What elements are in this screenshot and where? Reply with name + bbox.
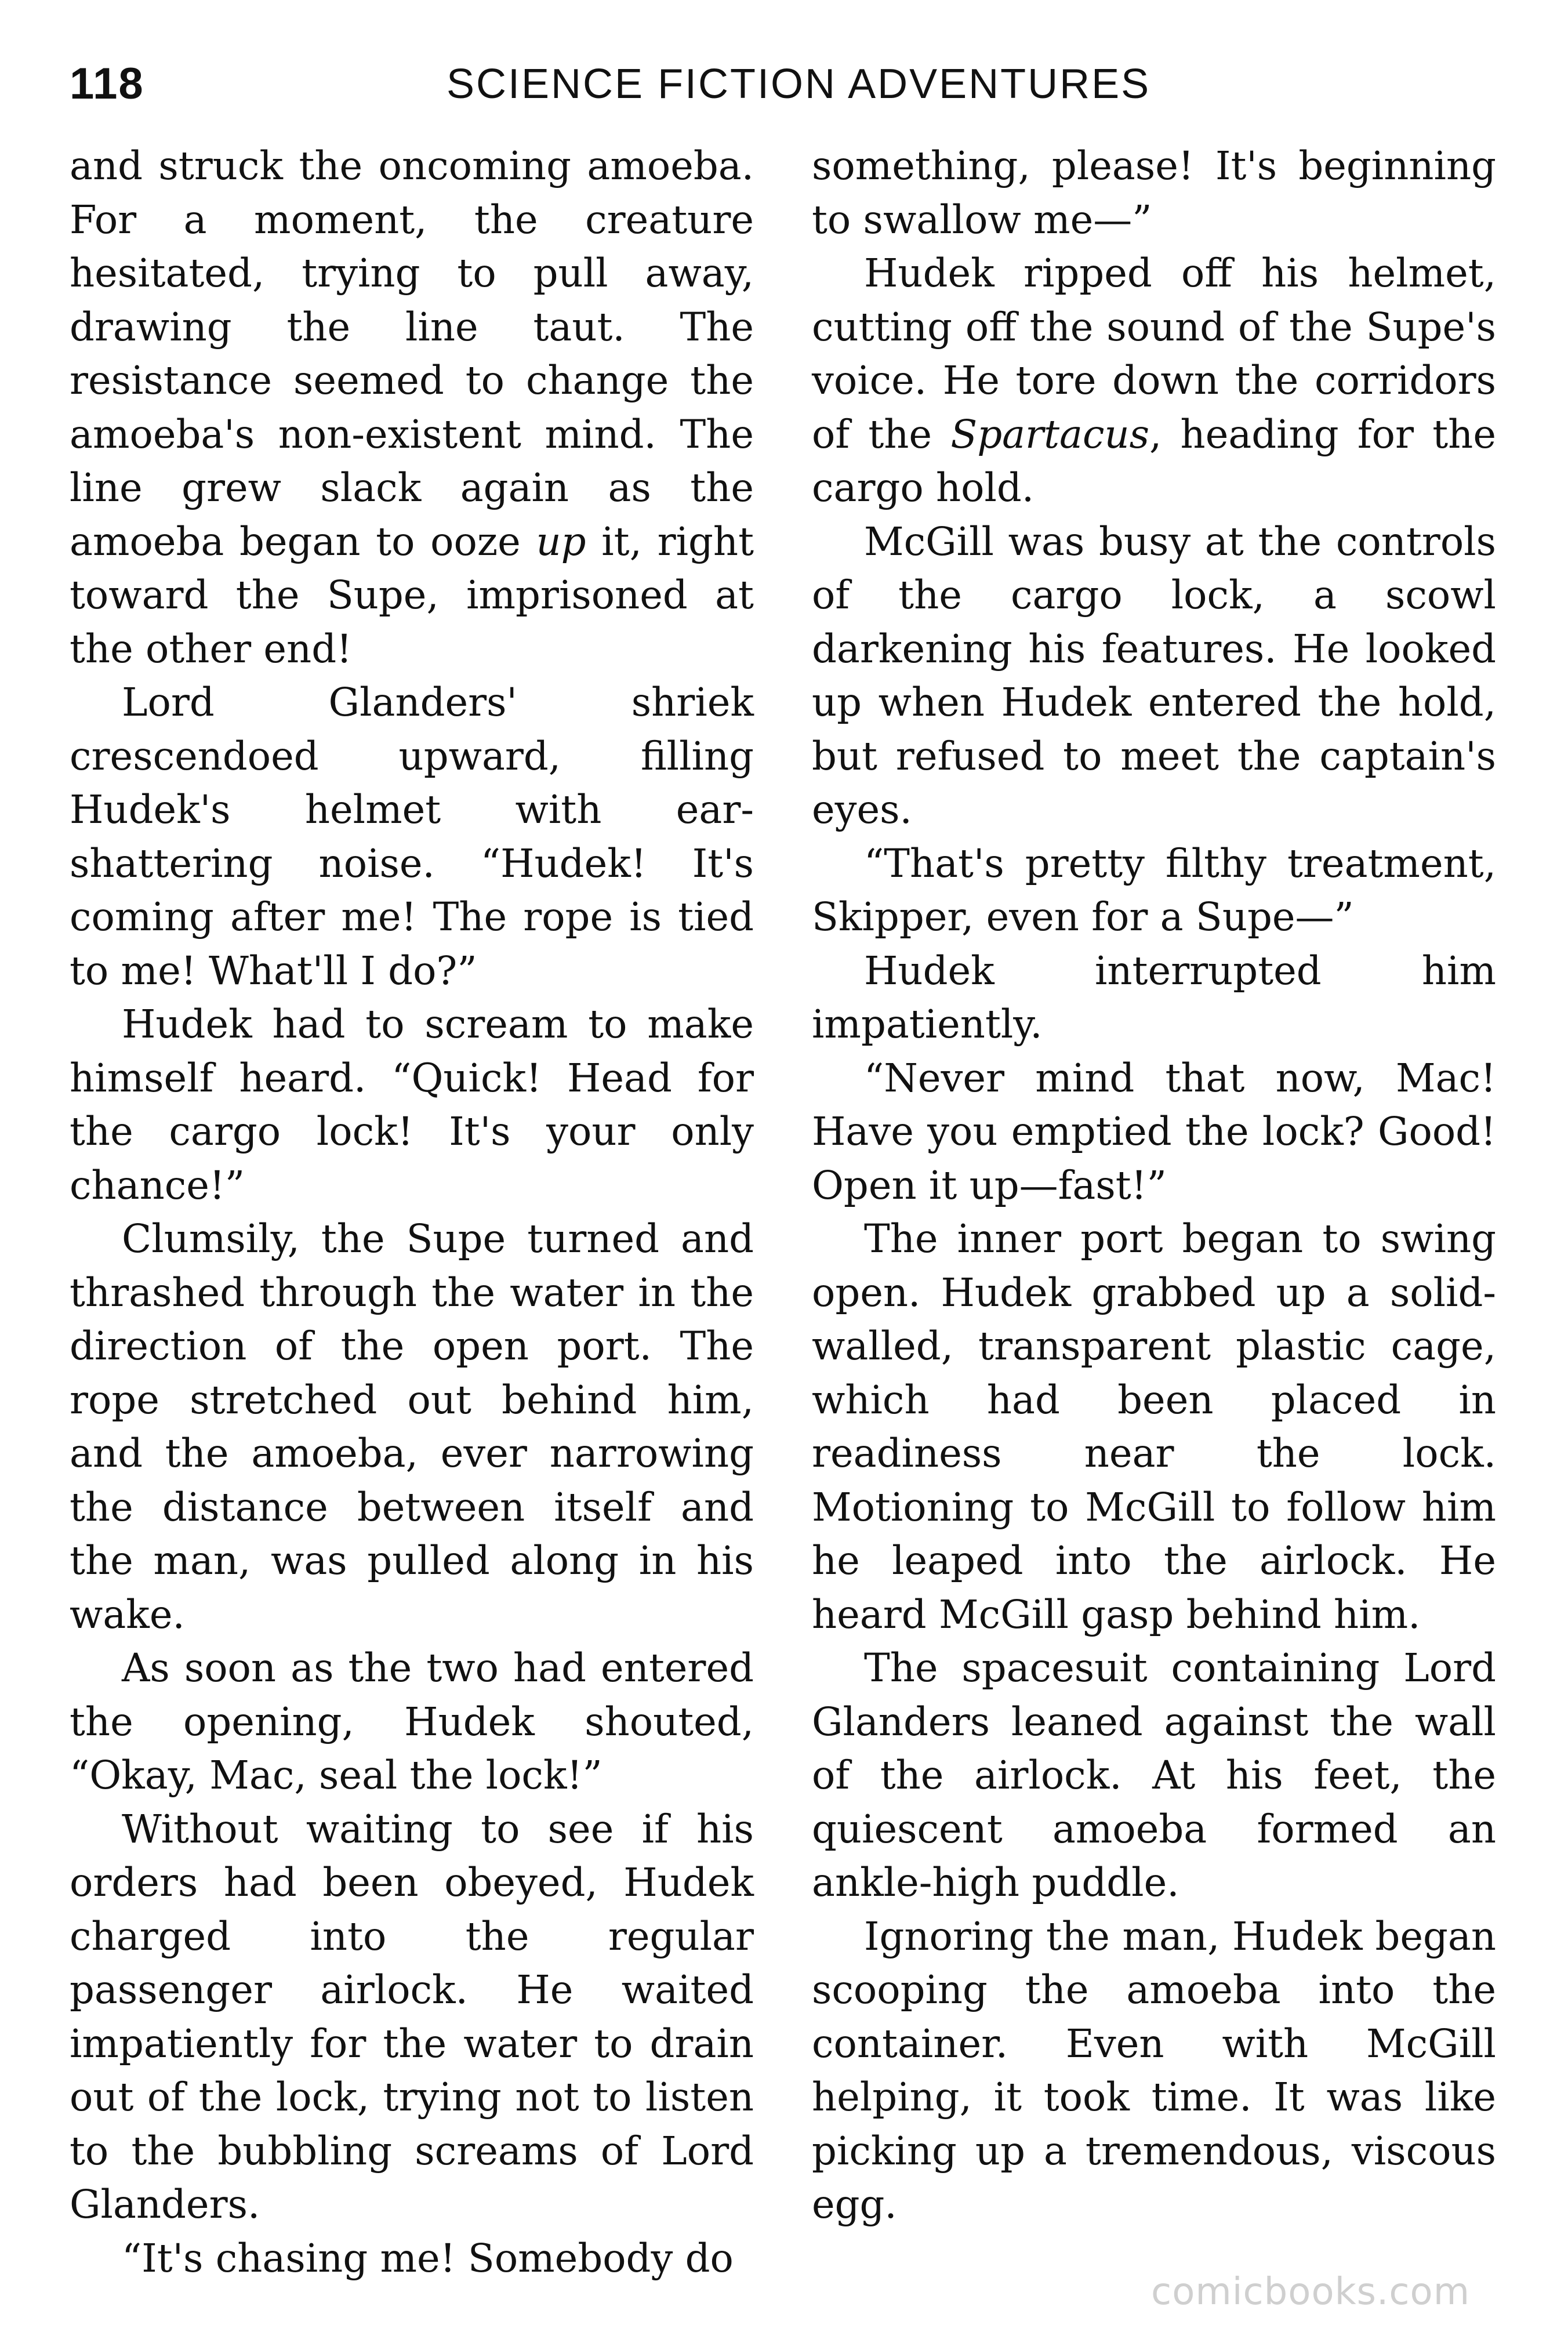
paragraph-text: , heading for the cargo hold. [812, 411, 1496, 510]
paragraph: The inner port began to swing open. Hudek grabbed up a solid-walled, transparent plastic cage, which had been placed in readiness near the lock. Motioning to McGill to follow him he leaped into the airlock. He heard McGill gasp behind him. [812, 1216, 1496, 1637]
paragraph: “It's chasing me! Somebody do [122, 2235, 734, 2281]
paragraph: Clumsily, the Supe turned and thrashed through the water in the direction of the open port. The rope stretched out behind him, and the amoeba, ever narrowing the distance between itself and the man, was pulled along in his wake. [70, 1216, 754, 1637]
ship-name: Spartacus [950, 411, 1150, 457]
paragraph: Hudek interrupted him impatiently. [812, 948, 1496, 1047]
paragraph: As soon as the two had entered the opening, Hudek shouted, “Okay, Mac, seal the lock!” [70, 1645, 754, 1798]
running-head: SCIENCE FICTION ADVENTURES [447, 61, 1151, 107]
paragraph-text: Hudek ripped off his helmet, cutting off the sound of the Supe's voice. He tore down the corridors of the [812, 251, 1496, 457]
paragraph: The spacesuit containing Lord Glanders leaned against the wall of the airlock. At his feet, the quiescent amoeba formed an ankle-high puddle. [812, 1645, 1496, 1905]
page-number: 118 [70, 59, 144, 108]
paragraph: something, please! It's beginning to swallow me—” [812, 143, 1496, 242]
italic-word: up [536, 518, 586, 564]
paragraph: Ignoring the man, Hudek began scooping the amoeba into the container. Even with McGill helping, it took time. It was like picking up a tremendous, viscous egg. [812, 1913, 1496, 2227]
paragraph-text: it, right toward the Supe, imprisoned at the other end! [70, 518, 754, 672]
paragraph: McGill was busy at the controls of the cargo lock, a scowl darkening his features. He looked up when Hudek entered the hold, but refused to meet the captain's eyes. [812, 518, 1496, 832]
paragraph [812, 246, 1496, 515]
page-header [70, 55, 1496, 119]
watermark: comicbooks.com [1151, 2271, 1471, 2313]
right-column [812, 139, 1496, 2232]
paragraph [70, 139, 754, 676]
left-column [70, 139, 754, 2285]
paragraph: “Never mind that now, Mac! Have you emptied the lock? Good! Open it up—fast!” [812, 1055, 1496, 1208]
paragraph-text: and struck the oncoming amoeba. For a moment, the creature hesitated, trying to pull away, drawing the line taut. The resistance seemed to change the amoeba's non-existent mind. The line grew slack again as the amoeba began to ooze [70, 143, 754, 564]
paragraph: Without waiting to see if his orders had been obeyed, Hudek charged into the regular passenger airlock. He waited impatiently for the water to drain out of the lock, trying not to listen to the bubbling screams of Lord Glanders. [70, 1806, 754, 2227]
paragraph: Lord Glanders' shriek crescendoed upward, filling Hudek's helmet with ear-shattering noise. “Hudek! It's coming after me! The rope is tied to me! What'll I do?” [70, 680, 754, 993]
paragraph: “That's pretty filthy treatment, Skipper, even for a Supe—” [812, 840, 1496, 940]
paragraph: Hudek had to scream to make himself heard. “Quick! Head for the cargo lock! It's your only chance!” [70, 1002, 754, 1208]
